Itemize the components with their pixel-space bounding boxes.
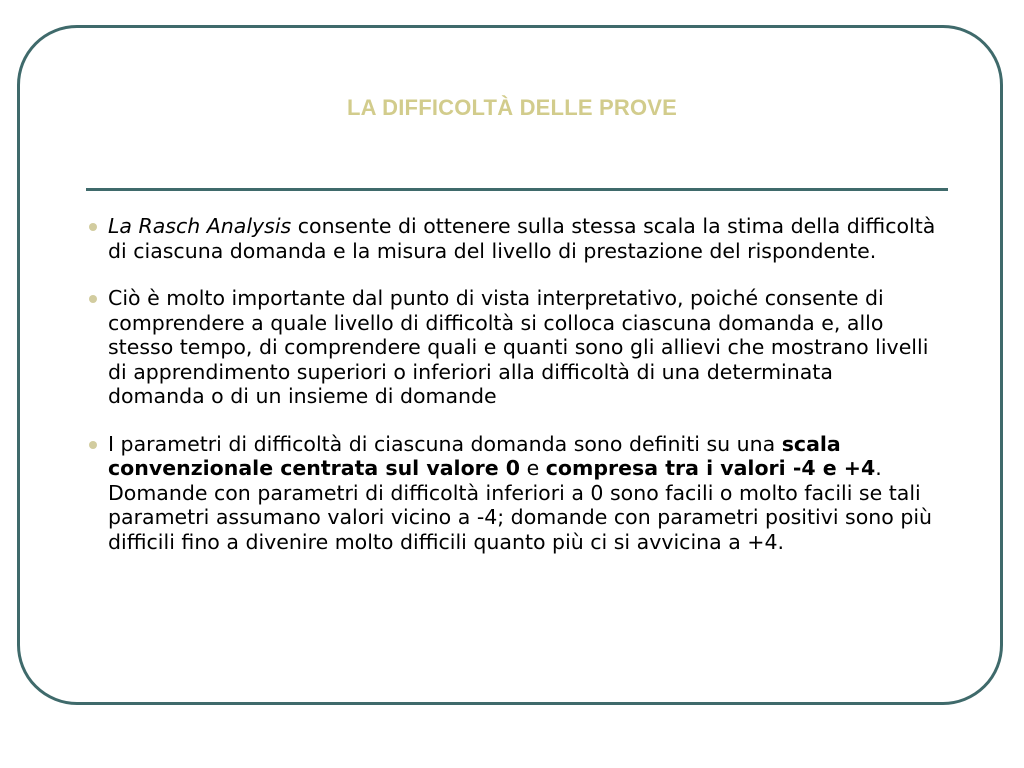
bullet-text <box>108 432 932 554</box>
bullet-dot-icon <box>89 441 97 449</box>
bullet-text-segment: I parametri di difficoltà di ciascuna domanda sono definiti su una <box>108 431 782 456</box>
bullet-text-segment: . Domande con parametri di difficoltà inferiori a 0 sono facili o molto facili se tali parametri assumano valori vicino a -4; domande con parametri positivi sono più difficili fino a divenire molto difficili quanto più ci si avvicina a +4. <box>108 456 933 554</box>
bullet-text-bold: compresa tra i valori -4 e +4 <box>545 456 876 480</box>
bullet-text: Ciò è molto importante dal punto di vista interpretativo, poiché consente di comprendere a quale livello di difficoltà si colloca ciascuna domanda e, allo stesso tempo, di comprendere quali e quanti sono gli allievi che mostrano livelli di apprendimento superiori o inferiori alla difficoltà di una determinata domanda o di un insieme di domande <box>108 286 929 408</box>
bullet-item-rasch-analysis <box>86 214 936 263</box>
bullet-item-interpretation <box>86 286 936 409</box>
title-divider <box>86 188 948 191</box>
bullet-dot-icon <box>89 295 97 303</box>
bullet-dot-icon <box>89 223 97 231</box>
bullet-item-parameters <box>86 432 936 555</box>
bullet-text-segment: e <box>520 456 546 480</box>
bullet-list <box>86 214 936 554</box>
bullet-text-bold: scala convenzionale centrata sul valore 0 <box>108 431 841 480</box>
bullet-text-italic: La Rasch Analysis <box>108 214 292 238</box>
bullet-text <box>108 214 935 263</box>
slide-title: LA DIFFICOLTÀ DELLE PROVE <box>346 95 678 120</box>
bullet-text-segment: consente di ottenere sulla stessa scala la stima della difficoltà di ciascuna domanda e la misura del livello di prestazione del rispondente. <box>108 214 936 263</box>
